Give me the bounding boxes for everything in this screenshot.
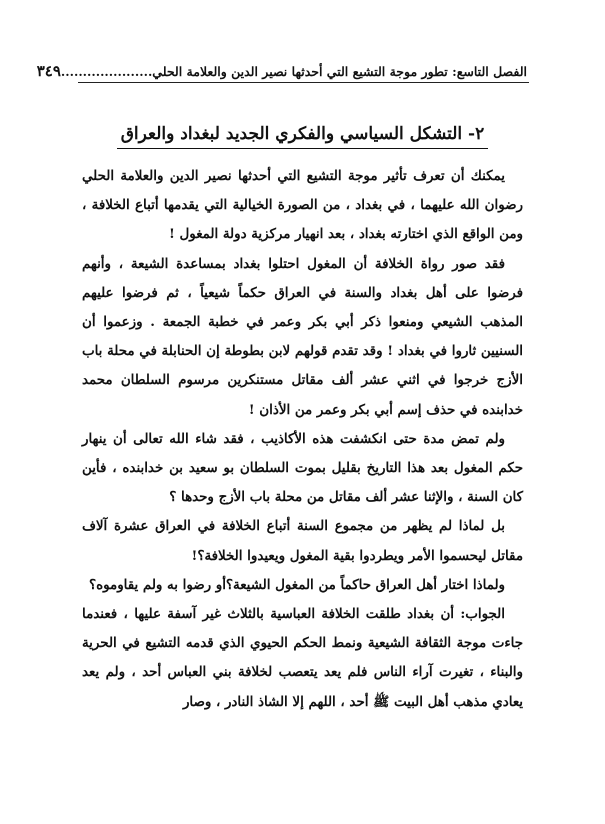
paragraph-6: الجواب: أن بغداد طلقت الخلافة العباسية بالثلاث غير آسفة عليها ، فعندما جاءت موجة الثقافة الشيعية ونمط الحكم الحيوي الذي قدمه التشيع في الحرية والبناء ، تغيرت آراء الناس فلم يعد يتعصب لخلافة بني العباس أحد ، ولم يعد يعادي مذهب أهل البيت ﷺ أحد ، اللهم إلا الشاذ النادر ، وصار — [82, 606, 523, 710]
paragraph-5: ولماذا اختار أهل العراق حاكماً من المغول الشيعة؟أو رضوا به ولم يقاوموه؟ — [89, 576, 505, 593]
paragraph-2: فقد صور رواة الخلافة أن المغول احتلوا بغداد بمساعدة الشيعة ، وأنهم فرضوا على أهل بغداد والسنة في العراق حكماً شيعياً ، ثم فرضوا عليهم المذهب الشيعي ومنعوا ذكر أبي بكر وعمر في خطبة الجمعة . وزعموا أن السنيين ثاروا في بغداد ! وقد تقدم قولهم لابن بطوطة إن الحنابلة في محلة باب الأزج خرجوا في اثني عشر ألف مقاتل مستنكرين مرسوم السلطان محمد خدابنده في حذف إسم أبي بكر وعمر من الأذان ! — [82, 255, 523, 418]
paragraph-4: بل لماذا لم يظهر من مجموع السنة أتباع الخلافة في العراق عشرة آلاف مقاتل ليحسموا الأمر ويطردوا بقية المغول ويعيدوا الخلافة؟! — [82, 518, 523, 564]
leader-dots: ..................... — [60, 64, 153, 79]
section-heading-text: ٢- التشكل السياسي والفكري الجديد لبغداد والعراق — [117, 124, 489, 149]
page-number: ٣٤٩ — [36, 62, 61, 80]
section-heading — [0, 124, 605, 149]
running-header — [36, 62, 527, 80]
chapter-title-text: الفصل التاسع: تطور موجة التشيع التي أحدثها نصير الدين والعلامة الحلي — [152, 64, 527, 79]
header-divider — [78, 82, 529, 83]
paragraph-3: ولم تمض مدة حتى انكشفت هذه الأكاذيب ، فقد شاء الله تعالى أن ينهار حكم المغول بعد هذا التاريخ بقليل بموت السلطان بو سعيد بن خدابنده ، فأين كان السنة ، والإثنا عشر ألف مقاتل من محلة باب الأزج وحدها ؟ — [82, 430, 523, 506]
chapter-running-title — [61, 64, 527, 79]
paragraph-1: يمكنك أن تعرف تأثير موجة التشيع التي أحدثها نصير الدين والعلامة الحلي رضوان الله عليهما ، في بغداد ، من الصورة الخيالية التي يقدمها أتباع الخلافة ، ومن الواقع الذي اختارته بغداد ، بعد انهيار مركزية دولة المغول ! — [82, 168, 523, 243]
body-text — [82, 162, 523, 717]
